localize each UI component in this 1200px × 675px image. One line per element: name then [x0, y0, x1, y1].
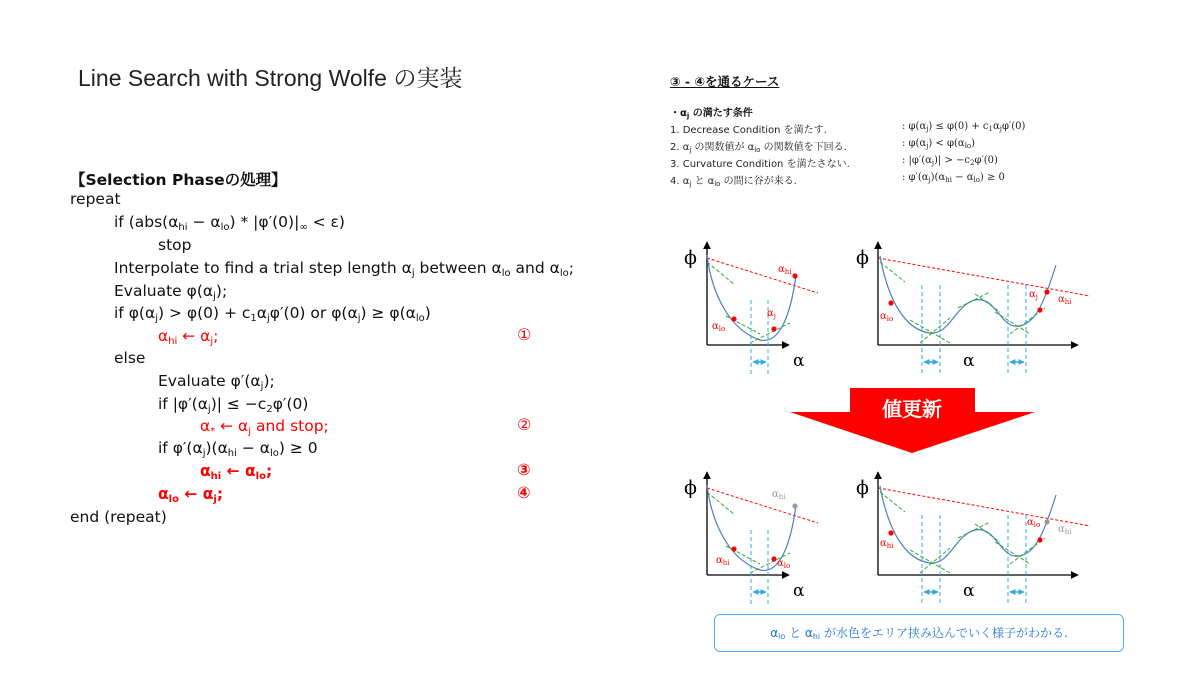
selection-phase-heading: 【Selection Phaseの処理】: [70, 171, 287, 189]
formula-3: : $|\varphi'(\alpha_j)| > -c_2\varphi'(0)$: [902, 155, 998, 167]
label-alpha-lo: $\alpha_{lo}$: [1027, 517, 1041, 529]
tangent-line: [920, 548, 950, 573]
label-alpha-j: $\alpha_j$: [767, 308, 776, 320]
marker-2: ②: [517, 415, 532, 434]
point-alpha-hi: [888, 530, 893, 535]
decrease-line: [878, 258, 1090, 296]
formula-2: : $\varphi(\alpha_j) < \varphi(\alpha_{lo})$: [902, 138, 976, 150]
label-alpha-lo: $\alpha_{lo}$: [712, 321, 726, 333]
code-line-6: Evaluate $\varphi'(\alpha_j)$;: [158, 372, 275, 392]
phi-label: ϕ: [856, 477, 869, 499]
code-end-repeat: end (repeat): [70, 508, 167, 526]
condition-2: 2. $\alpha_j$ の関数値が $\alpha_{lo}$ の関数値を下回る.: [670, 142, 847, 154]
code-line-1: if $(abs(\alpha_{hi} - \alpha_{lo}) * |\varphi'(0)|_\infty < \varepsilon)$: [114, 213, 345, 233]
diagram-top-right: [856, 242, 1090, 375]
label-alpha-hi: $\alpha_{hi}$: [880, 538, 894, 550]
label-alpha-j: $\alpha_j$: [1029, 289, 1038, 301]
label-old-alpha-hi: $\alpha_{hi}$: [1058, 524, 1072, 536]
decrease-line: [878, 488, 1090, 526]
point-alpha-hi: [792, 273, 797, 278]
code-line-11: $\alpha_{lo}$ ← $\alpha_j$;: [158, 485, 224, 505]
code-line-8: $\alpha_*$ ← $\alpha_j$ and stop;: [200, 417, 329, 437]
tangent-line: [707, 262, 735, 285]
conditions-heading: ・$\alpha_j$ の満たす条件: [670, 108, 753, 120]
tangent-line: [975, 294, 1000, 312]
case-heading: ③ - ④を通るケース: [670, 74, 780, 89]
phi-label: ϕ: [684, 477, 697, 499]
code-line-3: Evaluate $\varphi(\alpha_j)$;: [114, 282, 228, 302]
condition-1: 1. Decrease Condition を満たす.: [670, 125, 827, 136]
point-alpha-lo: [888, 300, 893, 305]
condition-3: 3. Curvature Condition を満たさない.: [670, 159, 850, 170]
condition-4: 4. $\alpha_j$ と $\alpha_{lo}$ の間に谷が来る.: [670, 176, 797, 188]
point-alpha-hi: [1044, 289, 1049, 294]
tangent-line: [920, 318, 950, 343]
code-line-4: if $\varphi(\alpha_j) > \varphi(0) + c_1\alpha_j\varphi'(0)$ or $\varphi(\alpha_j) \ge \varphi(\alpha_{lo})$: [114, 304, 431, 324]
alpha-label: α: [793, 351, 805, 371]
code-line-9: if $\varphi'(\alpha_j)(\alpha_{hi} - \alpha_{lo}) \ge 0$: [158, 439, 318, 459]
point-alpha-lo: [771, 556, 776, 561]
marker-1: ①: [517, 325, 532, 344]
page-title: Line Search with Strong Wolfe の実装: [78, 65, 463, 91]
code-line-2: Interpolate to find a trial step length $\alpha_j$ between $\alpha_{lo}$ and $\alpha_{lo}$;: [114, 259, 574, 279]
label-alpha-hi: $\alpha_{hi}$: [716, 555, 730, 567]
point-alpha-j: [771, 326, 776, 331]
caption-box: $\alpha_{lo}$ と $\alpha_{hi}$ が水色をエリア挟み込んでいく様子がわかる.: [714, 614, 1124, 652]
formula-1: : $\varphi(\alpha_j) \le \varphi(0) + c_1\alpha_j\varphi'(0)$: [902, 121, 1026, 133]
code-repeat: repeat: [70, 190, 121, 208]
point-old-alpha-hi: [792, 503, 797, 508]
marker-3: ③: [517, 460, 531, 479]
code-line-10: $\alpha_{hi}$ ← $\alpha_{lo}$;: [200, 462, 273, 482]
diagram-bottom-right: [856, 472, 1090, 605]
phi-label: ϕ: [684, 247, 697, 269]
code-stop: stop: [158, 236, 192, 254]
tangent-line: [975, 524, 1000, 542]
point-alpha-lo: [731, 316, 736, 321]
alpha-label: α: [793, 581, 805, 601]
point-alpha-j: [1037, 307, 1042, 312]
code-line-7: if $|\varphi'(\alpha_j)| \le -c_2\varphi'(0)$: [158, 395, 309, 415]
code-line-5: $\alpha_{hi}$ ← $\alpha_j$;: [158, 327, 219, 347]
diagram-top-left: [684, 242, 818, 375]
point-alpha-hi: [731, 546, 736, 551]
label-alpha-hi: $\alpha_{hi}$: [778, 264, 792, 276]
alpha-label: α: [963, 351, 975, 371]
alpha-label: α: [963, 581, 975, 601]
formula-4: : $\varphi'(\alpha_j)(\alpha_{hi} - \alpha_{lo}) \ge 0$: [902, 172, 1005, 184]
phi-label: ϕ: [856, 247, 869, 269]
code-else: else: [114, 349, 146, 367]
point-alpha-lo: [1037, 537, 1042, 542]
label-old-alpha-hi: $\alpha_{hi}$: [772, 489, 786, 501]
tangent-line: [707, 492, 735, 515]
tangent-line: [750, 323, 790, 343]
diagram-bottom-left: [684, 472, 818, 605]
marker-4: ④: [517, 483, 531, 502]
label-alpha-lo: $\alpha_{lo}$: [880, 311, 894, 323]
label-alpha-lo: $\alpha_{lo}$: [777, 558, 791, 570]
label-alpha-hi: $\alpha_{hi}$: [1058, 294, 1072, 306]
point-old-alpha-hi: [1044, 519, 1049, 524]
update-arrow-label: 値更新: [882, 397, 942, 421]
